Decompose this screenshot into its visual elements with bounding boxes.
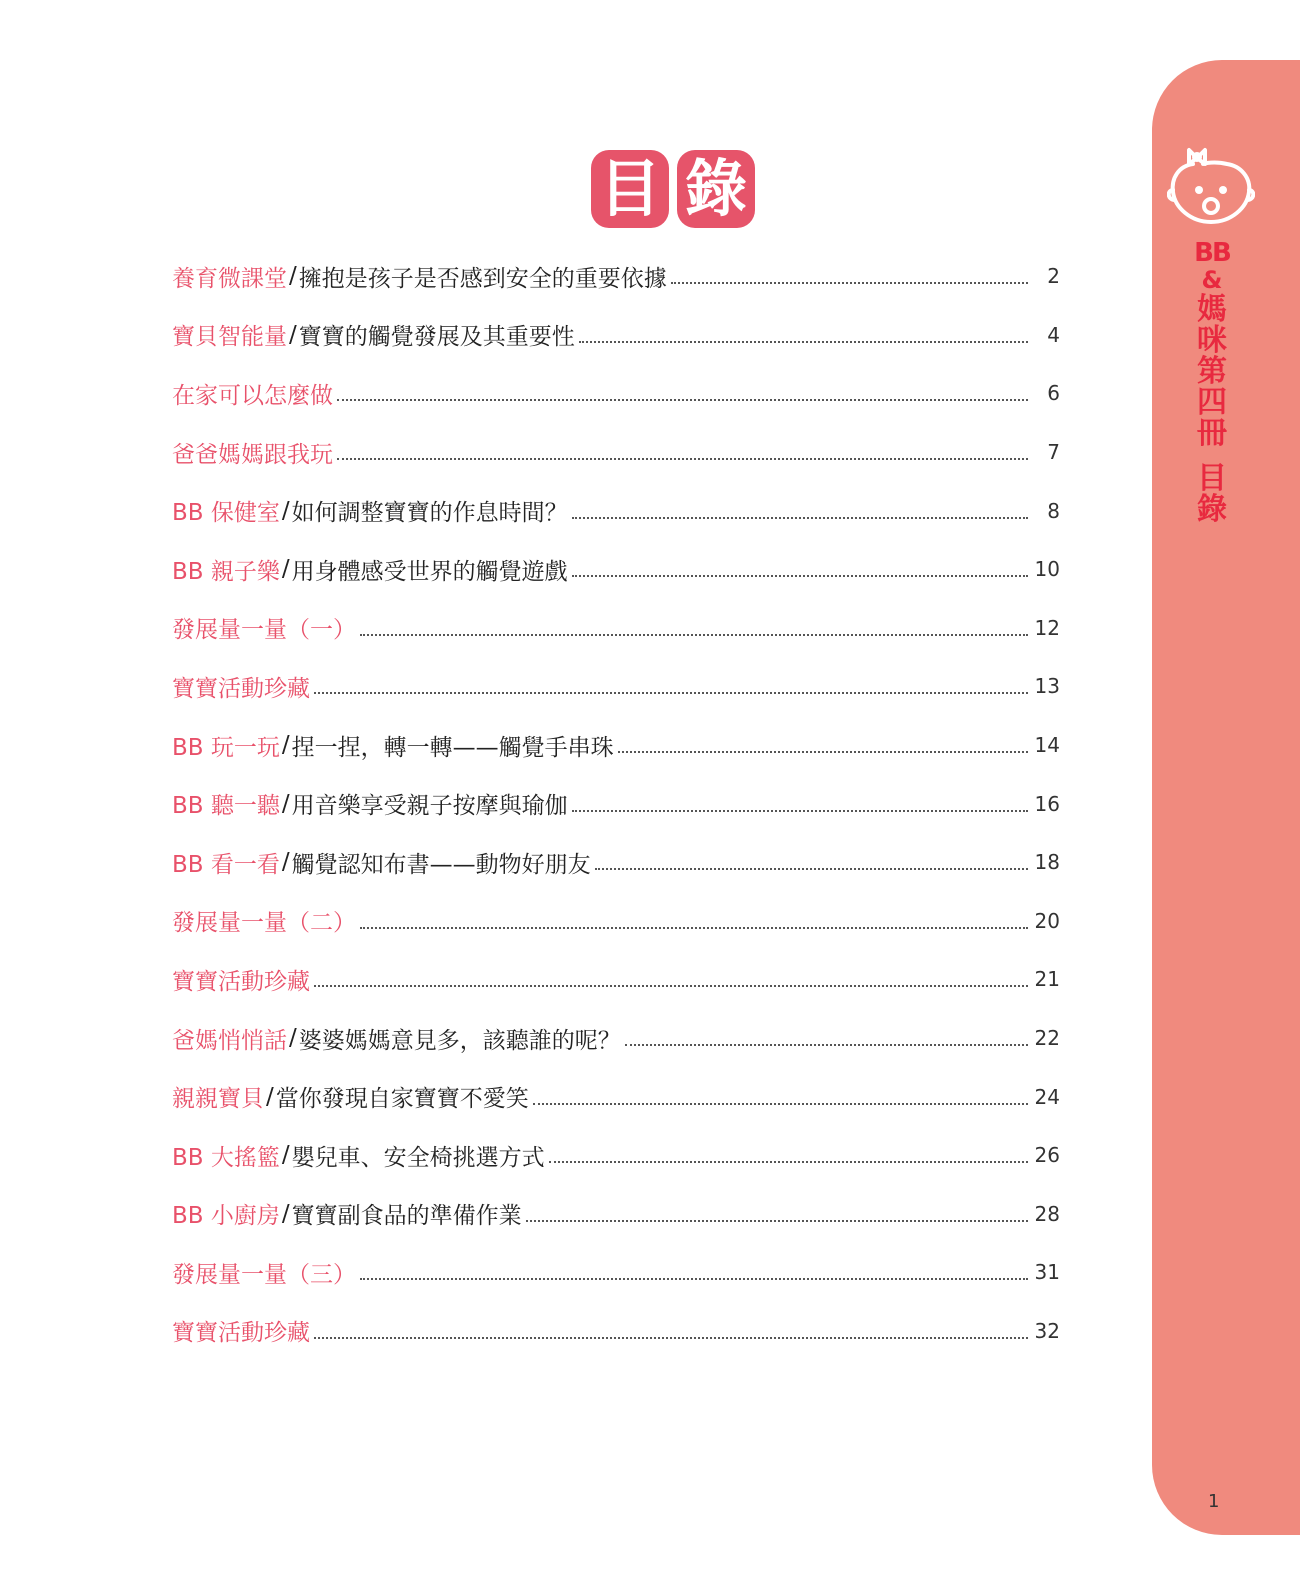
toc-leader-dots: [618, 751, 1028, 753]
toc-separator: /: [289, 263, 297, 290]
toc-leader-dots: [360, 634, 1028, 636]
toc-page-number: 8: [1047, 498, 1060, 523]
page-number: 1: [1208, 1491, 1220, 1512]
toc-leader-dots: [314, 985, 1028, 987]
toc-entry[interactable]: [172, 833, 1060, 892]
toc-page-number: 18: [1034, 850, 1060, 875]
toc-leader-dots: [572, 575, 1028, 577]
toc-title: 寶寶的觸覺發展及其重要性: [298, 324, 575, 351]
sidebar-title-amp: &: [1201, 266, 1223, 294]
toc-entry[interactable]: [172, 716, 1060, 775]
toc-page-number: 2: [1047, 264, 1060, 289]
toc-separator: /: [281, 556, 290, 583]
toc-leader-dots: [337, 458, 1028, 460]
toc-entry[interactable]: [172, 423, 1060, 482]
toc-leader-dots: [579, 341, 1028, 343]
toc-title: 觸覺認知布書——動物好朋友: [291, 851, 591, 878]
toc-entry[interactable]: [172, 1067, 1060, 1126]
toc-category: 發展量一量（三）: [172, 1261, 356, 1288]
toc-page-number: 21: [1034, 967, 1060, 992]
toc-entry[interactable]: [172, 599, 1060, 658]
toc-leader-dots: [314, 1337, 1028, 1339]
toc-leader-dots: [314, 692, 1028, 694]
toc-title: 用音樂享受親子按摩與瑜伽: [291, 793, 568, 820]
toc-title: 擁抱是孩子是否感到安全的重要依據: [298, 265, 667, 292]
toc-leader-dots: [360, 1278, 1028, 1280]
toc-entry[interactable]: [172, 892, 1060, 951]
toc-separator: /: [289, 321, 297, 348]
toc-page-number: 28: [1034, 1201, 1060, 1226]
toc-category: 寶寶活動珍藏: [172, 1320, 310, 1347]
toc-title: 嬰兒車、安全椅挑選方式: [291, 1144, 545, 1171]
toc-page-number: 26: [1034, 1143, 1060, 1168]
toc-separator: /: [281, 790, 290, 817]
toc-category: 發展量一量（二）: [172, 910, 356, 937]
toc-separator: /: [289, 1025, 297, 1052]
toc-leader-dots: [360, 927, 1028, 929]
toc-entry[interactable]: [172, 306, 1060, 365]
baby-face-icon: [1167, 142, 1255, 230]
toc-title: 寶寶副食品的準備作業: [291, 1203, 522, 1230]
toc-page-number: 14: [1034, 733, 1060, 758]
toc-entry[interactable]: [172, 481, 1060, 540]
toc-title: 用身體感受世界的觸覺遊戲: [291, 558, 568, 585]
toc-category: BB 小廚房: [172, 1203, 280, 1230]
toc-entry[interactable]: [172, 247, 1060, 306]
toc-page-number: 7: [1047, 440, 1060, 465]
toc-entry[interactable]: [172, 950, 1060, 1009]
toc-separator: /: [281, 1200, 290, 1227]
toc-page-number: 32: [1034, 1318, 1060, 1343]
toc-title: 婆婆媽媽意見多，該聽誰的呢？: [298, 1027, 621, 1054]
toc-entry[interactable]: [172, 540, 1060, 599]
toc-category: 寶貝智能量: [172, 324, 287, 351]
toc-category: 發展量一量（一）: [172, 617, 356, 644]
toc-entry[interactable]: [172, 1185, 1060, 1244]
toc-page-number: 24: [1034, 1084, 1060, 1109]
toc-page-number: 4: [1047, 322, 1060, 347]
toc-separator: /: [281, 732, 290, 759]
toc-separator: /: [281, 849, 290, 876]
toc-entry[interactable]: [172, 1126, 1060, 1185]
toc-separator: /: [266, 1083, 274, 1110]
toc-leader-dots: [533, 1103, 1028, 1105]
toc-entry[interactable]: [172, 774, 1060, 833]
toc-category: BB 親子樂: [172, 558, 280, 585]
toc-category: 養育微課堂: [172, 265, 287, 292]
toc-leader-dots: [526, 1220, 1028, 1222]
toc-category: 爸爸媽媽跟我玩: [172, 441, 333, 468]
toc-category: 親親寶貝: [172, 1086, 264, 1113]
toc-leader-dots: [572, 517, 1028, 519]
toc-category: 寶寶活動珍藏: [172, 675, 310, 702]
toc-category: 爸媽悄悄話: [172, 1027, 287, 1054]
page-title-char-2: 錄: [677, 150, 755, 228]
toc-leader-dots: [549, 1161, 1028, 1163]
toc-separator: /: [281, 497, 290, 524]
toc-category: 在家可以怎麼做: [172, 382, 333, 409]
toc-entry[interactable]: [172, 657, 1060, 716]
toc-leader-dots: [572, 810, 1028, 812]
sidebar-title-cjk: 媽咪第四冊: [1197, 292, 1227, 451]
table-of-contents: [172, 247, 1060, 1360]
toc-category: BB 看一看: [172, 851, 280, 878]
toc-category: BB 保健室: [172, 500, 280, 527]
toc-entry[interactable]: [172, 1302, 1060, 1361]
toc-page-number: 12: [1034, 615, 1060, 640]
toc-page-number: 10: [1034, 557, 1060, 582]
sidebar-title-latin: BB: [1194, 238, 1230, 268]
toc-page-number: 31: [1034, 1260, 1060, 1285]
toc-page-number: 16: [1034, 791, 1060, 816]
toc-leader-dots: [337, 399, 1028, 401]
toc-entry[interactable]: [172, 1009, 1060, 1068]
toc-page-number: 22: [1034, 1026, 1060, 1051]
toc-leader-dots: [671, 282, 1028, 284]
toc-page-number: 6: [1047, 381, 1060, 406]
toc-entry[interactable]: [172, 364, 1060, 423]
sidebar-title-suffix: 目錄: [1197, 461, 1227, 527]
toc-entry[interactable]: [172, 1243, 1060, 1302]
toc-category: BB 玩一玩: [172, 734, 280, 761]
toc-page-number: 20: [1034, 908, 1060, 933]
toc-page-number: 13: [1034, 674, 1060, 699]
toc-category: 寶寶活動珍藏: [172, 968, 310, 995]
page-title-char-1: 目: [591, 150, 669, 228]
toc-category: BB 大搖籃: [172, 1144, 280, 1171]
toc-title: 如何調整寶寶的作息時間？: [291, 500, 568, 527]
toc-leader-dots: [625, 1044, 1028, 1046]
toc-category: BB 聽一聽: [172, 793, 280, 820]
toc-title: 捏一捏，轉一轉——觸覺手串珠: [291, 734, 614, 761]
sidebar-title: [1186, 240, 1238, 525]
toc-separator: /: [281, 1142, 290, 1169]
toc-title: 當你發現自家寶寶不愛笑: [275, 1086, 529, 1113]
toc-leader-dots: [595, 868, 1028, 870]
